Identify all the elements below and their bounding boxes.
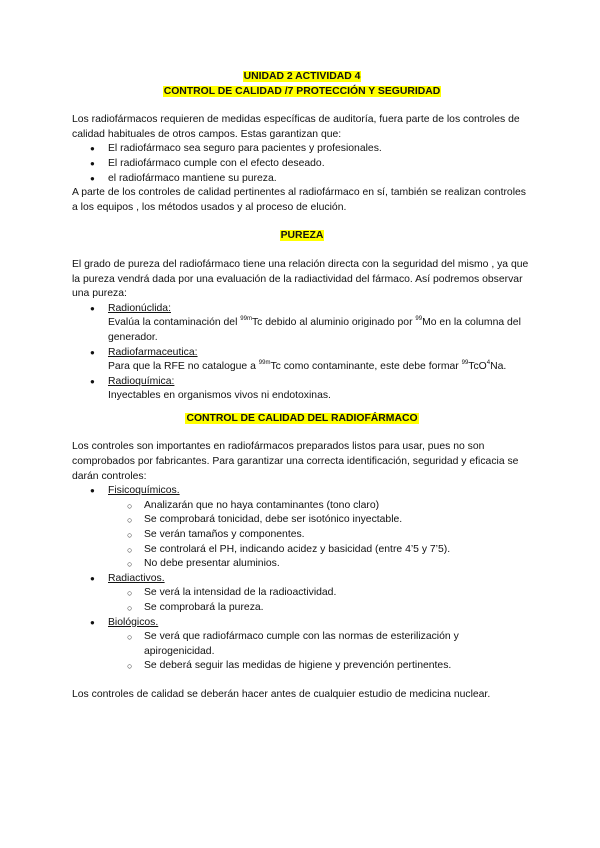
pureza-item-text: Evalúa la contaminación del — [108, 317, 241, 329]
pureza-heading-line — [72, 229, 532, 244]
title-control-proteccion: CONTROL DE CALIDAD /7 PROTECCIÓN Y SEGURIDAD — [163, 85, 441, 97]
intro-closing: A parte de los controles de calidad pertinentes al radiofármaco en sí, también se realizan controles a los equipos , los métodos usados y al proceso de elución. — [72, 187, 526, 213]
control-heading-line — [72, 412, 532, 427]
pureza-heading: PUREZA — [280, 230, 324, 242]
title-unidad: UNIDAD 2 ACTIVIDAD 4 — [243, 71, 361, 82]
pureza-item-radioquimica — [72, 375, 532, 404]
intro-bullet-list — [72, 142, 532, 186]
intro-bullet: ● El radiofármaco cumple con el efecto deseado. — [72, 157, 532, 172]
control-subitem: ○ No debe presentar aluminios. — [72, 557, 532, 572]
title-line-1 — [72, 70, 532, 85]
superscript: 4 — [486, 359, 491, 366]
superscript: 99 — [461, 359, 469, 366]
pureza-item-radionuclida — [72, 302, 532, 346]
control-group-title: Biológicos. — [108, 616, 159, 628]
document-page — [72, 70, 532, 703]
control-groups — [72, 484, 532, 674]
intro-bullet: ● El radiofármaco sea seguro para pacientes y profesionales. — [72, 142, 532, 157]
control-subitem: ○ Analizarán que no haya contaminantes (tono claro) — [72, 499, 532, 514]
control-group-fisicoquimicos — [72, 484, 532, 499]
control-subitem: ○ Se comprobará tonicidad, debe ser isotónico inyectable. — [72, 513, 532, 528]
pureza-item-title: Radioquímica: — [108, 375, 175, 387]
pureza-list — [72, 302, 532, 404]
superscript: 99m — [258, 359, 271, 366]
pureza-item-title: Radiofarmaceutica: — [108, 346, 198, 358]
control-paragraph: Los controles son importantes en radiofármacos preparados listos para usar, pues no son comprobados por fabricantes. Para garantizar una correcta identificación, seguridad y eficacia se darán controles: — [72, 441, 519, 482]
control-subitem: ○ Se controlará el PH, indicando acidez y basicidad (entre 4’5 y 7’5). — [72, 543, 532, 558]
pureza-item-text: Tc debido al aluminio originado por — [251, 317, 416, 329]
superscript: 99m — [240, 315, 252, 322]
control-group-title: Radiactivos. — [108, 572, 165, 584]
control-subitem: ○ Se comprobará la pureza. — [72, 601, 532, 616]
control-subitem: ○ Se deberá seguir las medidas de higiene y prevención pertinentes. — [72, 659, 532, 674]
control-subitem: ○ Se verá la intensidad de la radioactividad. — [72, 586, 532, 601]
pureza-item-text: Na. — [490, 361, 507, 373]
superscript: 99 — [415, 315, 423, 322]
title-line-2 — [72, 85, 532, 100]
control-closing: Los controles de calidad se deberán hacer antes de cualquier estudio de medicina nuclear. — [72, 688, 491, 700]
control-group-title: Fisicoquímicos. — [108, 485, 180, 497]
control-subitem: ○ Se verán tamaños y componentes. — [72, 528, 532, 543]
pureza-item-radiofarmaceutica — [72, 346, 532, 375]
pureza-item-text: Tc como contaminante, este debe formar — [270, 361, 462, 373]
pureza-item-text: Para que la RFE no catalogue a — [108, 361, 259, 373]
control-group-radiactivos — [72, 572, 532, 587]
intro-paragraph: Los radiofármacos requieren de medidas específicas de auditoría, fuera parte de los controles de calidad habituales de otros campos. Estas garantizan que: — [72, 114, 520, 140]
pureza-item-title: Radionúclida: — [108, 302, 171, 314]
intro-bullet: ● el radiofármaco mantiene su pureza. — [72, 172, 532, 187]
pureza-paragraph: El grado de pureza del radiofármaco tiene una relación directa con la seguridad del mismo , ya que la pureza vendrá dada por una evaluación de la radiactividad del fármaco. Así podremos observar una pureza: — [72, 258, 529, 300]
pureza-item-text: Mo en la columna del generador. — [108, 317, 521, 343]
control-subitem: ○ Se verá que radiofármaco cumple con las normas de esterilización y apirogenicidad. — [72, 630, 532, 659]
pureza-item-text: Inyectables en organismos vivos ni endotoxinas. — [108, 390, 331, 402]
control-group-biologicos — [72, 616, 532, 631]
pureza-item-text: TcO — [468, 361, 487, 373]
control-heading: CONTROL DE CALIDAD DEL RADIOFÁRMACO — [186, 412, 418, 424]
